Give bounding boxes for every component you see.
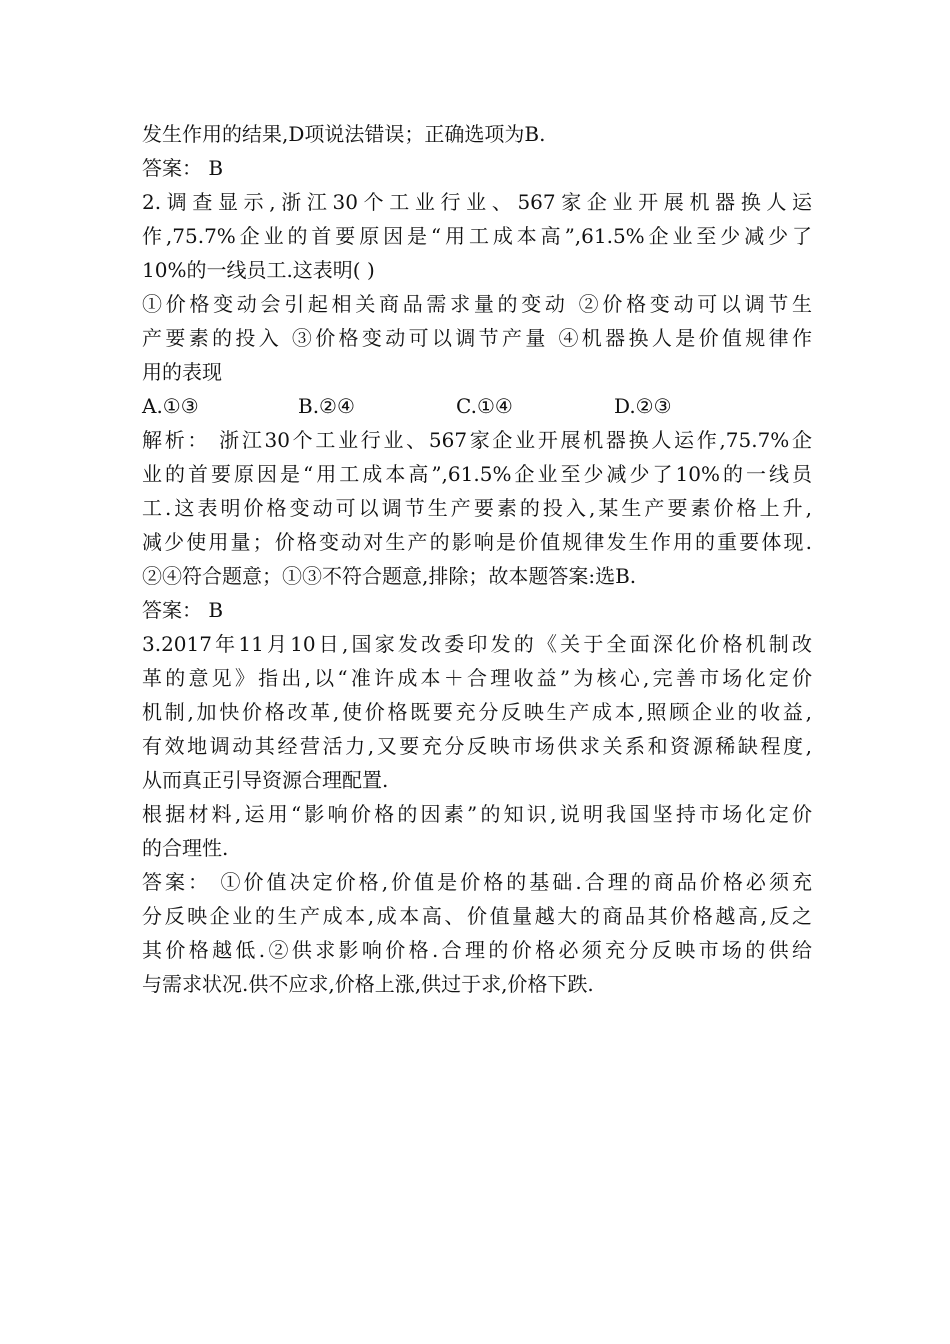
- text-line: 发生作用的结果,D项说法错误；正确选项为B.: [142, 122, 546, 146]
- answer-line: 答案： B: [142, 156, 224, 180]
- question-2-line: 作,75.7%企业的首要原因是“用工成本高”,61.5%企业至少减少了: [142, 224, 812, 248]
- question-2-line: 10%的一线员工.这表明( ): [142, 258, 375, 282]
- question-3-line: 革的意见》指出,以“准许成本＋合理收益”为核心,完善市场化定价: [142, 666, 812, 690]
- analysis-line: 业的首要原因是“用工成本高”,61.5%企业至少减少了10%的一线员: [142, 462, 812, 486]
- statements-line: ①价格变动会引起相关商品需求量的变动 ②价格变动可以调节生: [142, 292, 812, 316]
- question-3-prompt-line: 的合理性.: [142, 836, 229, 860]
- question-3-line: 从而真正引导资源合理配置.: [142, 768, 389, 792]
- choice-options: [142, 389, 812, 423]
- question-3-line: 有效地调动其经营活力,又要充分反映市场供求关系和资源稀缺程度,: [142, 734, 812, 758]
- analysis-line: ②④符合题意；①③不符合题意,排除；故本题答案:选B.: [142, 564, 637, 588]
- question-3-line: 机制,加快价格改革,使价格既要充分反映生产成本,照顾企业的收益,: [142, 700, 812, 724]
- option-d: D.②③: [614, 394, 672, 418]
- option-b: B.②④: [298, 394, 355, 418]
- question-3-prompt-line: 根据材料,运用“影响价格的因素”的知识,说明我国坚持市场化定价: [142, 802, 812, 826]
- answer-line: 与需求状况.供不应求,价格上涨,供过于求,价格下跌.: [142, 972, 594, 996]
- analysis-line: 解析： 浙江30个工业行业、567家企业开展机器换人运作,75.7%企: [142, 428, 812, 452]
- document-body: [142, 117, 812, 1001]
- answer-line: 答案： B: [142, 598, 224, 622]
- analysis-line: 工.这表明价格变动可以调节生产要素的投入,某生产要素价格上升,: [142, 496, 812, 520]
- statements-line: 用的表现: [142, 360, 222, 384]
- analysis-line: 减少使用量；价格变动对生产的影响是价值规律发生作用的重要体现.: [142, 530, 812, 554]
- question-3-line: 3.2017年11月10日,国家发改委印发的《关于全面深化价格机制改: [142, 632, 812, 656]
- answer-line: 答案： ①价值决定价格,价值是价格的基础.合理的商品价格必须充: [142, 870, 812, 894]
- statements-line: 产要素的投入 ③价格变动可以调节产量 ④机器换人是价值规律作: [142, 326, 812, 350]
- question-2-line: 2.调查显示,浙江30个工业行业、567家企业开展机器换人运: [142, 190, 812, 214]
- answer-line: 其价格越低.②供求影响价格.合理的价格必须充分反映市场的供给: [142, 938, 812, 962]
- option-c: C.①④: [456, 394, 513, 418]
- answer-line: 分反映企业的生产成本,成本高、价值量越大的商品其价格越高,反之: [142, 904, 812, 928]
- option-a: A.①③: [142, 394, 199, 418]
